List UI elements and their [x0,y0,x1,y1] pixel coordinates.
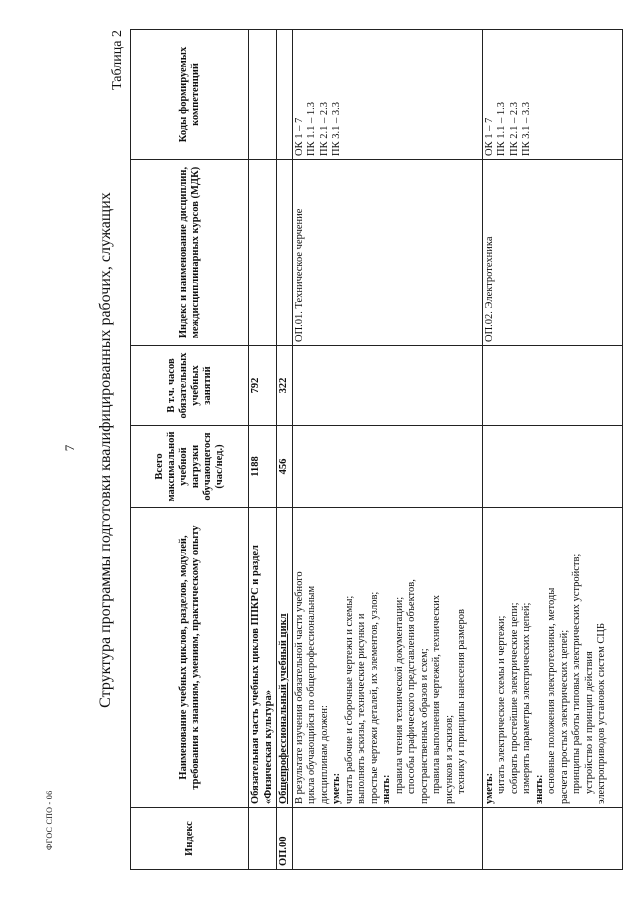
competency-code: ПК 1.1 – 1.3 [496,102,507,156]
op02-discipline: ОП.02. Электротехника [482,160,622,346]
index-cell [292,808,482,870]
document-title: Структура программы подготовки квалифицированных рабочих, служащих [97,192,114,708]
desc-line: цикла обучающийся по общепрофессиональным [306,585,317,804]
desc-heading: уметь: [331,772,342,804]
header-name: Наименование учебных циклов, разделов, модулей, требования к знаниям, умениям, практическому опыту [131,508,249,808]
max-load-cell [482,426,622,508]
desc-line: рисунков и эскизов; [443,714,455,804]
op02-competencies [482,30,622,160]
index-cell [249,808,277,870]
competency-code: ОК 1 – 7 [293,117,305,156]
desc-line: принципы работы типовых электрических устройств; [571,553,582,794]
header-index: Индекс [131,808,249,870]
op-name: Общепрофессиональный учебный цикл [277,508,293,808]
desc-heading: знать: [381,774,392,804]
desc-line: дисциплинам должен: [318,705,330,804]
desc-heading: уметь: [483,772,495,804]
rotated-page-content [92,30,612,870]
competency-code: ОК 1 – 7 [483,117,495,156]
desc-line: В результате изучения обязательной части учебного [293,571,305,804]
op01-description [292,508,482,808]
op-hours: 322 [277,346,293,426]
mandatory-part-hours: 792 [249,346,277,426]
table-caption: Таблица 2 [110,30,125,90]
desc-line: читать электрические схемы и чертежи; [496,615,507,794]
mandatory-part-name: Обязательная часть учебных циклов ППКРС и раздел «Физическая культура» [249,508,277,808]
competency-code: ПК 2.1 – 2.3 [508,102,520,156]
op01-discipline: ОП.01. Техническое черчение [292,160,482,346]
desc-line: собирать простейшие электрические цепи; [508,602,520,794]
op02-description [482,508,622,808]
desc-line: правила выполнения чертежей, технических [431,595,442,794]
competency-code: ПК 2.1 – 2.3 [318,102,330,156]
header-mandatory: В т.ч. часов обязательных учебных занятий [131,346,249,426]
op01-competencies [292,30,482,160]
desc-line: расчета простых электрических цепей; [558,629,570,804]
table-row [292,30,482,870]
mandatory-part-max-load: 1188 [249,426,277,508]
table-row [277,30,293,870]
competency-cell [249,30,277,160]
hours-cell [292,346,482,426]
desc-line: способы графического представления объектов, [406,579,417,794]
desc-line: читать рабочие и сборочные чертежи и схемы; [343,595,355,804]
max-load-cell [292,426,482,508]
desc-line: пространственных образов и схем; [418,648,430,804]
competency-code: ПК 3.1 – 3.3 [521,102,532,156]
desc-heading: знать: [533,774,545,804]
desc-line: электроприводов установок систем СЦБ [596,623,607,804]
page-number: 7 [62,444,77,452]
desc-line: правила чтения технической документации; [393,596,405,794]
competency-code: ПК 1.1 – 1.3 [306,102,317,156]
competency-cell [277,30,293,160]
desc-line: технику и принципы нанесения размеров [456,609,467,794]
desc-line: выполнять эскизы, технические рисунки и [356,613,367,804]
structure-table [130,29,623,870]
footer-label: ФГОС СПО - 06 [45,790,54,850]
table-row [482,30,622,870]
desc-line: измерять параметры электрических цепей; [521,602,532,794]
header-discipline: Индекс и наименование дисциплин, междисциплинарных курсов (МДК) [131,160,249,346]
discipline-cell [249,160,277,346]
table-row [249,30,277,870]
discipline-cell [277,160,293,346]
desc-line: основные положения электротехники, методы [546,587,557,794]
header-competencies: Коды формируемых компетенций [131,30,249,160]
op-index: ОП.00 [277,808,293,870]
header-max-load: Всего максимальной учебной нагрузки обучающегося (час/нед.) [131,426,249,508]
index-cell [482,808,622,870]
hours-cell [482,346,622,426]
op-max-load: 456 [277,426,293,508]
header-row [131,30,249,870]
desc-line: простые чертежи деталей, их элементов, узлов; [368,591,380,804]
competency-code: ПК 3.1 – 3.3 [331,102,342,156]
desc-line: устройство и принцип действия [583,651,595,794]
